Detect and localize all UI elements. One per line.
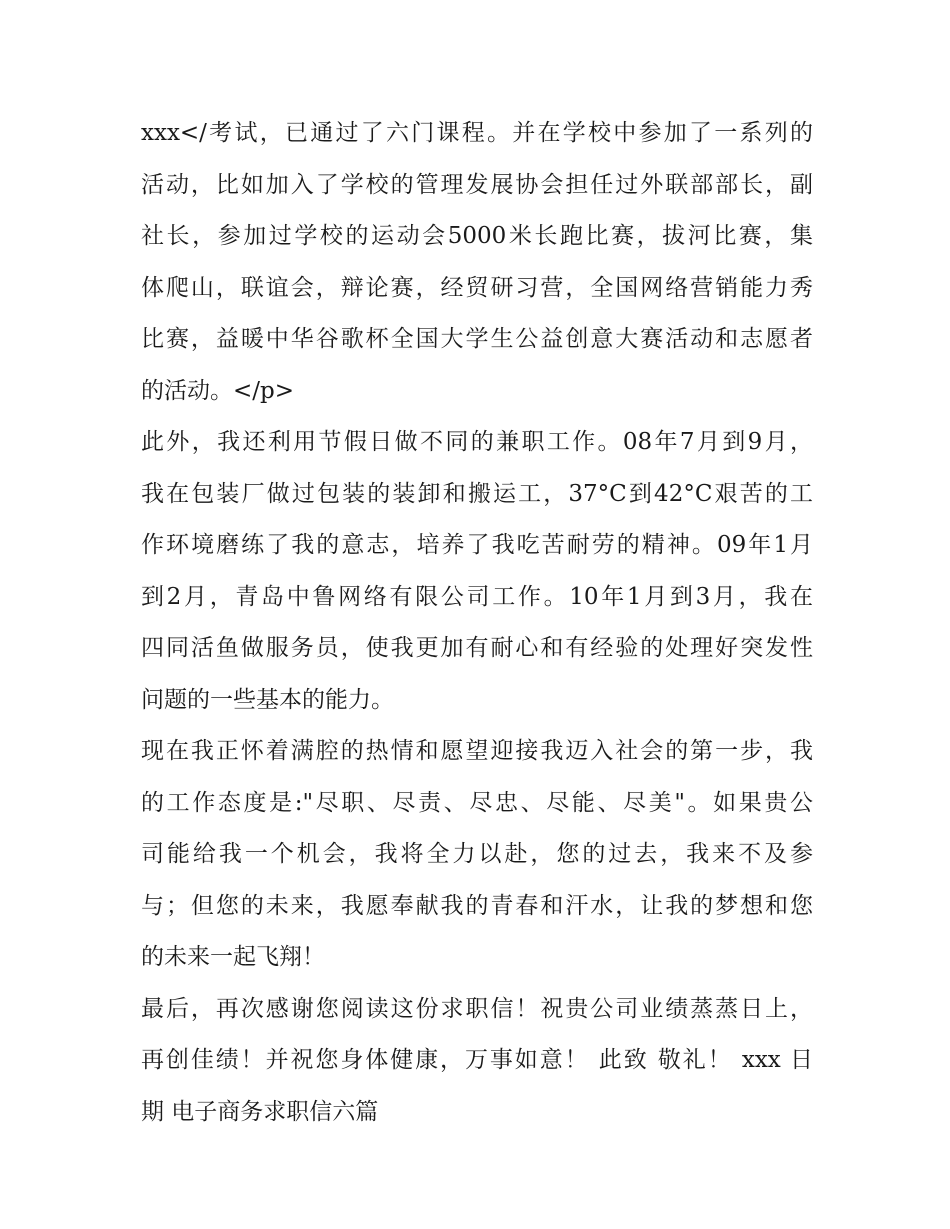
- text-line: 的工作态度是:"尽职、尽责、尽忠、尽能、尽美"。如果贵公: [141, 789, 813, 816]
- text-line: 社长，参加过学校的运动会5000米长跑比赛，拔河比赛，集: [141, 223, 813, 249]
- paragraph-closing: [141, 984, 813, 1139]
- text-line: 比赛，益暖中华谷歌杯全国大学生公益创意大赛活动和志愿者: [141, 326, 813, 352]
- text-line: 作环境磨练了我的意志，培养了我吃苦耐劳的精神。09年1月: [141, 532, 813, 558]
- text-line: xxx</考试，已通过了六门课程。并在学校中参加了一系列的: [141, 120, 813, 146]
- text-line: 的活动。</p>: [141, 377, 295, 404]
- text-line: 的未来一起飞翔！: [141, 944, 325, 970]
- text-line: 司能给我一个机会，我将全力以赴，您的过去，我来不及参: [141, 841, 813, 867]
- text-line: 现在我正怀着满腔的热情和愿望迎接我迈入社会的第一步，我: [141, 738, 813, 764]
- document-body: [141, 108, 813, 1138]
- text-line: 四同活鱼做服务员，使我更加有耐心和有经验的处理好突发性: [141, 635, 813, 661]
- paragraph-work-attitude: [141, 726, 813, 984]
- text-line: 活动，比如加入了学校的管理发展协会担任过外联部部长，副: [141, 171, 813, 198]
- text-line: 与；但您的未来，我愿奉献我的青春和汗水，让我的梦想和您: [141, 892, 813, 919]
- text-line: 到2月，青岛中鲁网络有限公司工作。10年1月到3月，我在: [141, 583, 813, 610]
- paragraph-activities: [141, 108, 813, 417]
- text-line: 问题的一些基本的能力。: [141, 686, 394, 713]
- text-line: 体爬山，联谊会，辩论赛，经贸研习营，全国网络营销能力秀: [141, 274, 813, 301]
- paragraph-part-time-work: [141, 417, 813, 726]
- text-line: 再创佳绩！并祝您身体健康，万事如意！ 此致 敬礼！ xxx 日: [141, 1047, 813, 1073]
- text-line: 最后，再次感谢您阅读这份求职信！祝贵公司业绩蒸蒸日上，: [141, 995, 813, 1022]
- text-line: 期 电子商务求职信六篇: [141, 1098, 379, 1125]
- text-line: 此外，我还利用节假日做不同的兼职工作。08年7月到9月，: [141, 429, 813, 455]
- text-line: 我在包装厂做过包装的装卸和搬运工，37°C到42°C艰苦的工: [141, 480, 813, 507]
